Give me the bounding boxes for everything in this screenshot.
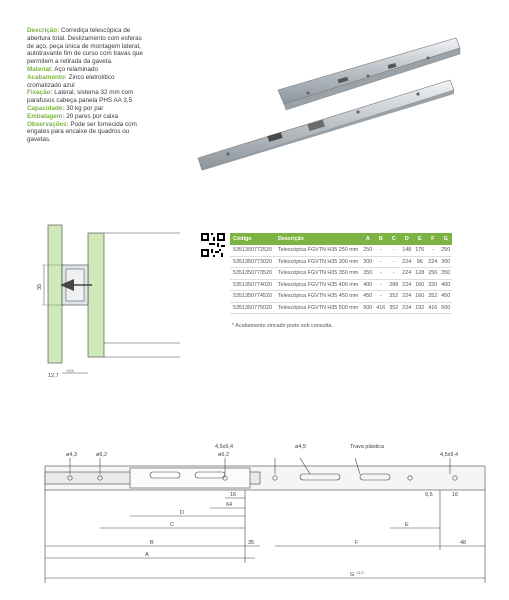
- table-cell: 400: [439, 279, 452, 291]
- column-header: E: [413, 233, 426, 245]
- table-cell: 416: [426, 302, 439, 314]
- column-header: C: [387, 233, 400, 245]
- description-key: Acabamento:: [27, 73, 67, 81]
- description-key: Embalagem:: [27, 112, 65, 120]
- hole-d62-left-label: ø6,2: [96, 452, 108, 458]
- description-text: Lateral, sistema 32 mm com: [52, 89, 134, 97]
- description-line: [27, 27, 187, 35]
- table-cell: 5351350774520: [230, 291, 275, 303]
- table-cell: 256: [426, 268, 439, 280]
- table-cell: 288: [387, 279, 400, 291]
- table-cell: 352: [387, 302, 400, 314]
- description-text: de aço, peça única de montagem lateral,: [27, 42, 141, 50]
- description-text: permitem a retirada da gaveta.: [27, 58, 113, 66]
- description-line: [27, 82, 187, 90]
- table-cell: 5351350773020: [230, 256, 275, 268]
- description-text: 30 kg por par: [64, 104, 104, 112]
- table-cell: Telescópica FGVTN H35 500 mm: [275, 302, 361, 314]
- dim-e-label: E: [405, 522, 409, 528]
- table-cell: Telescópica FGVTN H35 250 mm: [275, 245, 361, 256]
- dim-width-label: 12,7: [48, 373, 59, 379]
- table-cell: 500: [439, 302, 452, 314]
- description-line: [27, 35, 187, 43]
- cross-section-drawing: [37, 225, 180, 385]
- description-text: Pode ser fornecida com: [68, 120, 137, 128]
- table-cell: 352: [426, 291, 439, 303]
- table-cell: 400: [361, 279, 374, 291]
- table-cell: -: [387, 268, 400, 280]
- table-cell: 450: [439, 291, 452, 303]
- description-line: [27, 89, 187, 97]
- description-text: Zinco eletrolítico: [66, 73, 115, 81]
- product-description: [27, 27, 187, 144]
- dim-64-label: 64: [226, 502, 233, 508]
- table-cell: 500: [361, 302, 374, 314]
- description-key: Descrição:: [27, 27, 60, 34]
- slot-mid-label: 4,5x9,4: [215, 444, 234, 450]
- table-cell: -: [374, 268, 387, 280]
- table-cell: 224: [400, 291, 413, 303]
- table-cell: Telescópica FGVTN H35 450 mm: [275, 291, 361, 303]
- description-line: [27, 105, 187, 113]
- table-cell: -: [387, 245, 400, 256]
- dim-a-label: A: [145, 552, 149, 558]
- dim-f-label: F: [355, 540, 359, 546]
- column-header: A: [361, 233, 374, 245]
- description-line: [27, 97, 187, 105]
- description-key: Capacidade:: [27, 104, 65, 112]
- table-cell: 176: [413, 245, 426, 256]
- table-cell: 300: [439, 256, 452, 268]
- description-line: [27, 43, 187, 51]
- description-line: [27, 50, 187, 58]
- hole-d62-mid-label: ø6,2: [218, 452, 230, 458]
- dim-c-label: C: [170, 522, 174, 528]
- description-text: 20 pares por caixa: [64, 112, 119, 120]
- description-line: [27, 121, 187, 129]
- trava-label: Trava plástica: [350, 444, 385, 450]
- table-cell: -: [387, 256, 400, 268]
- column-header: F: [426, 233, 439, 245]
- table-cell: -: [374, 256, 387, 268]
- hole-d45-label: ø4,5: [295, 444, 307, 450]
- dim-b-label: B: [150, 540, 154, 546]
- finish-note: * Acabamento zincado preto sob consulta.: [232, 323, 333, 329]
- description-key: Material:: [27, 65, 53, 73]
- table-cell: 5351350772520: [230, 245, 275, 256]
- table-cell: 224: [426, 256, 439, 268]
- table-cell: 96: [413, 256, 426, 268]
- table-cell: -: [374, 291, 387, 303]
- table-cell: 148: [400, 245, 413, 256]
- table-cell: 5351350773520: [230, 268, 275, 280]
- description-text: gavetas.: [27, 136, 51, 144]
- table-cell: 450: [361, 291, 374, 303]
- description-key: Observações:: [27, 120, 69, 128]
- table-row: [230, 268, 452, 280]
- table-cell: 250: [439, 245, 452, 256]
- description-text: parafusos cabeça panela PHS AA 3,5: [27, 97, 133, 105]
- table-cell: 352: [387, 291, 400, 303]
- description-text: autotravante fim de curso com travas que: [27, 50, 143, 58]
- table-row: [230, 279, 452, 291]
- table-cell: 350: [361, 268, 374, 280]
- description-text: Corrediça telescópica de: [59, 27, 131, 34]
- table-cell: 160: [413, 279, 426, 291]
- dim-16-right-label: 16: [452, 492, 459, 498]
- table-cell: 192: [413, 302, 426, 314]
- table-row: [230, 302, 452, 314]
- description-line: [27, 136, 187, 144]
- table-row: [230, 291, 452, 303]
- table-cell: Telescópica FGVTN H35 300 mm: [275, 256, 361, 268]
- table-cell: -: [374, 279, 387, 291]
- table-cell: 350: [439, 268, 452, 280]
- table-cell: -: [426, 245, 439, 256]
- qr-code: [201, 233, 225, 257]
- table-cell: 224: [400, 268, 413, 280]
- column-header: G: [439, 233, 452, 245]
- description-text: cromatizado azul: [27, 81, 75, 89]
- dim-48-label: 48: [460, 540, 467, 546]
- description-text: engates para encaixe de quadros ou: [27, 128, 130, 136]
- dim-height-label: 35: [37, 283, 43, 290]
- table-cell: 160: [413, 291, 426, 303]
- column-header: Código: [230, 233, 275, 245]
- description-line: [27, 113, 187, 121]
- table-cell: 224: [400, 302, 413, 314]
- table-cell: 128: [413, 268, 426, 280]
- table-cell: 300: [361, 256, 374, 268]
- table-cell: Telescópica FGVTN H35 400 mm: [275, 279, 361, 291]
- hole-d43-left-label: ø4,3: [66, 452, 78, 458]
- description-key: Fixação:: [27, 89, 53, 97]
- dim-g-label: G: [350, 572, 355, 578]
- dim-16-label: 16: [230, 492, 237, 498]
- spec-table-header: [230, 233, 452, 245]
- technical-drawing: [30, 428, 495, 588]
- dim-width-tolerance: +0,5: [66, 369, 74, 373]
- table-cell: 5351350775020: [230, 302, 275, 314]
- description-line: [27, 66, 187, 74]
- table-cell: 5351350774020: [230, 279, 275, 291]
- dim-d-label: D: [180, 510, 184, 516]
- description-line: [27, 128, 187, 136]
- table-cell: -: [374, 245, 387, 256]
- description-line: [27, 58, 187, 66]
- table-cell: 416: [374, 302, 387, 314]
- dim-9-5-label: 9,5: [425, 492, 433, 498]
- table-cell: 250: [361, 245, 374, 256]
- dim-35-label: 35: [248, 540, 255, 546]
- table-row: [230, 245, 452, 256]
- slot-right-label: 4,5x9,4: [440, 452, 459, 458]
- table-row: [230, 256, 452, 268]
- table-cell: 224: [400, 256, 413, 268]
- table-cell: 224: [400, 279, 413, 291]
- table-cell: 320: [426, 279, 439, 291]
- description-text: Aço relaminado: [52, 65, 99, 73]
- column-header: D: [400, 233, 413, 245]
- column-header: B: [374, 233, 387, 245]
- product-photo: [188, 30, 468, 170]
- description-line: [27, 74, 187, 82]
- column-header: Descrição: [275, 233, 361, 245]
- dim-g-tolerance: +1,0: [356, 571, 364, 575]
- spec-table: [230, 233, 452, 314]
- table-cell: Telescópica FGVTN H35 350 mm: [275, 268, 361, 280]
- description-text: abertura total. Deslizamento com esferas: [27, 34, 142, 42]
